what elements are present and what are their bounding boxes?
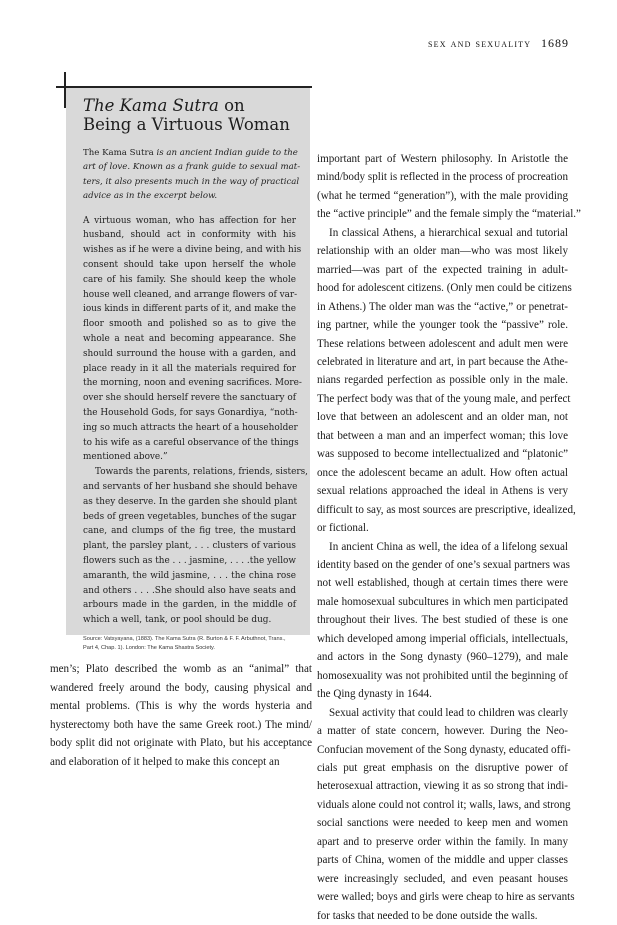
text-line: and servants of her husband she should behave — [83, 481, 298, 492]
text-line: mind/body split is reflected in the process of procreation — [317, 171, 568, 184]
text-line: apart and to preserve order within the family. In many — [317, 835, 568, 848]
text-line: for tasks that needed to be done outside the walls. — [317, 909, 538, 922]
text-line: husband, should act in conformity with his — [83, 230, 296, 241]
text-line: cane, and clumps of the fig tree, the mustard — [83, 526, 296, 537]
text-line: not well established, though at certain times there were — [317, 577, 568, 590]
sidebar-source — [83, 635, 296, 653]
sidebar-intro — [83, 146, 301, 204]
intro-line: advice as in the excerpt below. — [83, 191, 218, 202]
text-line: Confucian movement of the Song dynasty, educated offi- — [317, 743, 571, 756]
text-line: viduals alone could not control it; walls, laws, and strong — [317, 798, 571, 811]
text-line: Towards the parents, relations, friends, sisters, — [95, 467, 308, 478]
text-line: mentioned above.” — [83, 452, 168, 463]
text-line: social sanctions were needed to keep men and women — [317, 817, 568, 830]
running-head — [428, 36, 569, 51]
text-line: was supposed to become intellectualized and “platonic” — [317, 448, 568, 461]
text-line: wishes as if he were a divine being, and with his — [83, 245, 302, 256]
right-para-2 — [317, 224, 576, 538]
text-line: ing partner, while the younger took the “passive” role. — [317, 319, 568, 332]
right-column — [317, 150, 581, 925]
text-line: were increasingly secluded, and even peasant houses — [317, 872, 568, 885]
text-line: the morning, noon and evening sacrifices. More- — [83, 378, 302, 389]
text-line: parts of China, women of the middle and upper classes — [317, 854, 568, 867]
text-line: once the adolescent became an adult. How often actual — [317, 466, 568, 479]
sidebar-title-italic: The Kama Sutra — [83, 96, 219, 115]
text-line: in Athens.) The older man was the “active,” or penetrat- — [317, 300, 568, 313]
text-line: to his wife as a careful observance of the things — [83, 437, 299, 448]
text-line: a matter of state concern, however. During the Neo- — [317, 725, 568, 738]
text-line: body split did not originate with Plato, but his acceptance — [50, 737, 312, 749]
text-line: homosexuality was not prohibited until the beginning of — [317, 669, 568, 682]
sidebar-title-line-2: Being a Virtuous Woman — [83, 115, 290, 134]
sidebar-para-2 — [83, 465, 308, 628]
text-line: important part of Western philosophy. In Aristotle the — [317, 153, 568, 165]
text-line: hysterectomy both have the same Greek root.) The mind/ — [50, 718, 312, 731]
text-line: men’s; Plato described the womb as an “animal” that — [50, 663, 312, 675]
text-line: hood for adolescent citizens. (Only men could be citizens — [317, 282, 572, 295]
text-line: Sexual activity that could lead to children was clearly — [329, 706, 568, 719]
text-line: whole a neat and becoming appearance. She — [83, 334, 296, 344]
text-line: flowers such as the . . . jasmine, . . . .the yellow — [83, 555, 296, 566]
text-line: the Qing dynasty in 1644. — [317, 688, 432, 701]
text-line: In ancient China as well, the idea of a lifelong sexual — [329, 540, 568, 553]
text-line: mental problems. (This is why the words hysteria and — [50, 700, 312, 712]
right-para-1 — [317, 150, 581, 224]
intro-line: The Kama Sutra is an ancient Indian guide to the — [83, 148, 298, 158]
sidebar-para-1 — [83, 214, 302, 466]
text-line: arbours made in the garden, in the middle of — [83, 600, 296, 611]
text-line: heterosexual attraction, viewing it as so strong that indi- — [317, 780, 568, 793]
text-line: consent should take upon herself the whole — [83, 260, 296, 271]
sidebar-title-line-1: The Kama Sutra on — [83, 96, 245, 115]
text-line: which developed among imperial officials, intellectuals, — [317, 632, 568, 645]
text-line: throughout their lives. The best studied of these is one — [317, 614, 568, 627]
text-line: floor smooth and polished so as to give the — [83, 319, 296, 330]
sidebar-box — [66, 88, 310, 651]
source-line: Part 4, Chap. 1). London: The Kama Shastra Society. — [83, 644, 215, 651]
text-line: nians regarded perfection as possible only in the male. — [317, 374, 568, 387]
text-line: identity based on the gender of one’s sexual partners was — [317, 558, 570, 571]
text-line: male homosexual subcultures in which men participated — [317, 595, 568, 608]
text-line: These relations between adolescent and adult men were — [317, 337, 568, 350]
text-line: ing so much attracts the heart of a householder — [83, 422, 298, 433]
text-line: amaranth, the wild jasmine, . . . the china rose — [83, 570, 296, 581]
page-number: 1689 — [541, 36, 569, 50]
text-line: relationship with an older man—who was most likely — [317, 245, 568, 258]
source-line: Source: Vatsyayana, (1883). The Kama Sutra (R. Burton & F. F. Arbuthnot, Trans., — [83, 635, 286, 642]
right-para-3 — [317, 538, 568, 704]
text-line: plant, the parsley plant, . . . clusters of various — [83, 541, 296, 552]
text-line: sexual relations approached the ideal in Athens is very — [317, 485, 568, 498]
text-line: love that between an adolescent and an older man, not — [317, 411, 568, 424]
text-line: over she should herself revere the sanctuary of — [83, 393, 296, 404]
sidebar-title — [83, 96, 296, 134]
intro-line: art of love. Known as a frank guide to sexual mat- — [83, 162, 301, 173]
text-line: ious kinds in different parts of it, and make the — [83, 304, 296, 315]
text-line: place ready in it all the materials required for — [83, 363, 296, 374]
sidebar-excerpt — [83, 214, 308, 628]
text-line: the “active principle” and the female simply the “material.” — [317, 208, 581, 221]
text-line: or fictional. — [317, 522, 369, 535]
text-line: celebrated in literature and art, in part because the Athe- — [317, 355, 568, 368]
text-line: beds of green vegetables, bunches of the sugar — [83, 511, 297, 522]
text-line: and actors in the Song dynasty (960–1279), and male — [317, 651, 568, 664]
intro-line: ters, it also presents much in the way of practical — [83, 176, 300, 187]
text-line: In classical Athens, a hierarchical sexual and tutorial — [329, 226, 568, 239]
running-head-title: sex and sexuality — [428, 38, 532, 50]
text-line: should surround the house with a garden, and — [83, 348, 296, 359]
text-line: The perfect body was that of the young male, and perfect — [317, 392, 571, 405]
text-line: that between a man and an imperfect woman; this love — [317, 429, 568, 442]
text-line: married—was part of the expected training in adult- — [317, 263, 568, 276]
right-para-4 — [317, 704, 575, 925]
text-line: cials put great emphasis on the disruptive power of — [317, 761, 568, 774]
text-line: and elaboration of it helped to make this concept an — [50, 755, 280, 768]
text-line: care of his family. She should keep the whole — [83, 274, 296, 285]
text-line: which a well, tank, or pool should be dug. — [83, 615, 272, 626]
text-line: were walled; boys and girls were cheap to hire as servants — [317, 891, 575, 904]
text-line: and others . . . .She should also have seats and — [83, 585, 296, 596]
text-line: house well cleaned, and arrange flowers of var- — [83, 289, 298, 300]
text-line: A virtuous woman, who has affection for her — [83, 215, 296, 226]
text-line: as they deserve. In the garden she should plant — [83, 496, 298, 507]
text-line: difficult to say, as most sources are prescriptive, idealized, — [317, 503, 576, 516]
text-line: the Household Gods, for says Gonardiya, “noth- — [83, 407, 298, 418]
text-line: wandered freely around the body, causing physical and — [50, 681, 312, 694]
left-column-text — [50, 660, 312, 771]
text-line: (what he termed “generation”), with the male providing — [317, 189, 568, 202]
